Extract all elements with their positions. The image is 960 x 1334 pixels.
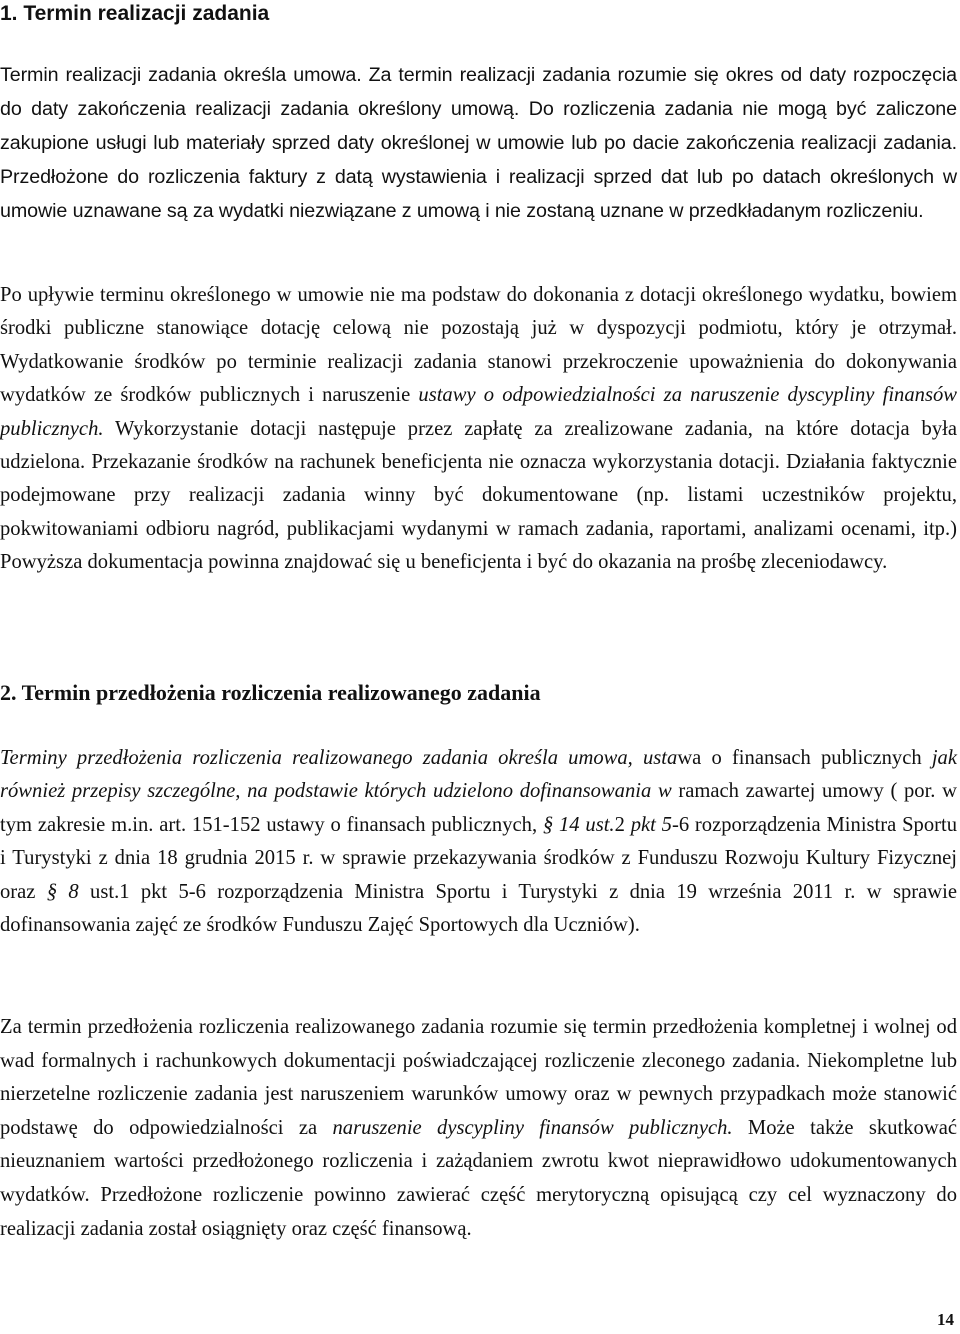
paragraph-text: Po upływie terminu określonego w umowie nie ma podstaw do dokonania z dotacji określonego wydatku, bowiem środki publiczne stanowiące dotację celową nie pozostają już w dyspozycji podmiotu, który je otrzymał. Wydatkowanie środków po terminie realizacji zadania stanowi przekroczenie upoważnienia do dokonywania wydatków ze środków publicznych i naruszenie [0, 284, 957, 407]
paragraph-text: Może także skutkować nieuznaniem wartości przedłożonego rozliczenia i zażądaniem zwrotu kwot nieprawidłowo udokumentowanych wydatków. Przedłożone rozliczenie powinno zawierać część merytoryczną opisującą czy cel wyznaczony do realizacji zadania został osiągnięty oraz część finansową. [0, 1116, 957, 1240]
paragraph-text: wa o finansach publicznych [677, 747, 932, 769]
italic-text: pkt 5 [630, 813, 672, 836]
italic-text: § 14 ust. [542, 813, 615, 836]
paragraph-text: Za termin przedłożenia rozliczenia realizowanego zadania rozumie się termin przedłożenia kompletnej i wolnej od wad formalnych i rachunkowych dokumentacji poświadczającej rozliczenie zleconego zadania. Niekompletne lub nierzetelne rozliczenie zadania jest naruszeniem warunków umowy oraz w pewnych przypadkach może stanowić podstawę do odpowiedzialności za [0, 1016, 957, 1139]
law-reference-italic: ustawy o odpowiedzialności za naruszenie dyscypliny finansów publicznych. [0, 384, 957, 440]
italic-text: Terminy przedłożenia rozliczenia realizowanego zadania określa umowa, usta [0, 747, 678, 769]
paragraph-text: ramach zawartej umowy ( por. w tym zakresie m.in. art. 151-152 ustawy o finansach publicznych, [0, 780, 957, 836]
italic-text: jak również przepisy szczególne, na podstawie których udzielono dofinansowania w [0, 747, 957, 803]
section-2-paragraph-2 [0, 1011, 957, 1246]
section-2-paragraph-1 [0, 742, 957, 942]
section-2-heading: 2. Termin przedłożenia rozliczenia realizowanego zadania [0, 680, 541, 705]
paragraph-text: ust.1 pkt 5-6 rozporządzenia Ministra Sportu i Turystyki z dnia 19 września 2011 r. w sprawie dofinansowania zajęć ze środków Funduszu Zajęć Sportowych dla Uczniów). [0, 880, 957, 937]
page-number: 14 [937, 1310, 954, 1329]
paragraph-text: Wykorzystanie dotacji następuje przez zapłatę za zrealizowane zadania, na które dotacja była udzielona. Przekazanie środków na rachunek beneficjenta nie oznacza wykorzystania dotacji. Działania faktycznie podejmowane przy realizacji zadania winny być dokumentowane (np. listami uczestników projektu, pokwitowaniami odbioru nagród, publikacjami wydanymi w ramach zadania, raportami, analizami ocenami, itp.) Powyższa dokumentacja powinna znajdować się u beneficjenta i być do okazania na prośbę zleceniodawcy. [0, 417, 958, 574]
paragraph-text: 2 [614, 813, 631, 836]
italic-text: § 8 [46, 880, 79, 903]
italic-text: naruszenie dyscypliny finansów publicznych. [332, 1116, 733, 1139]
section-1-paragraph-2 [0, 279, 957, 580]
section-1-paragraph-1: Termin realizacji zadania określa umowa. Za termin realizacji zadania rozumie się okres od daty rozpoczęcia do daty zakończenia realizacji zadania określony umową. Do rozliczenia zadania nie mogą być zaliczone zakupione usługi lub materiały sprzed daty określonej w umowie lub po dacie zakończenia realizacji zadania. Przedłożone do rozliczenia faktury z datą wystawienia i realizacji sprzed dat lub po datach określonych w umowie uznawane są za wydatki niezwiązane z umową i nie zostaną uznane w przedkładanym rozliczeniu. [0, 64, 957, 222]
paragraph-text: -6 rozporządzenia Ministra Sportu i Turystyki z dnia 18 grudnia 2015 r. w sprawie przekazywania środków z Funduszu Rozwoju Kultury Fizycznej oraz [0, 813, 958, 903]
section-1-heading: 1. Termin realizacji zadania [0, 2, 270, 25]
